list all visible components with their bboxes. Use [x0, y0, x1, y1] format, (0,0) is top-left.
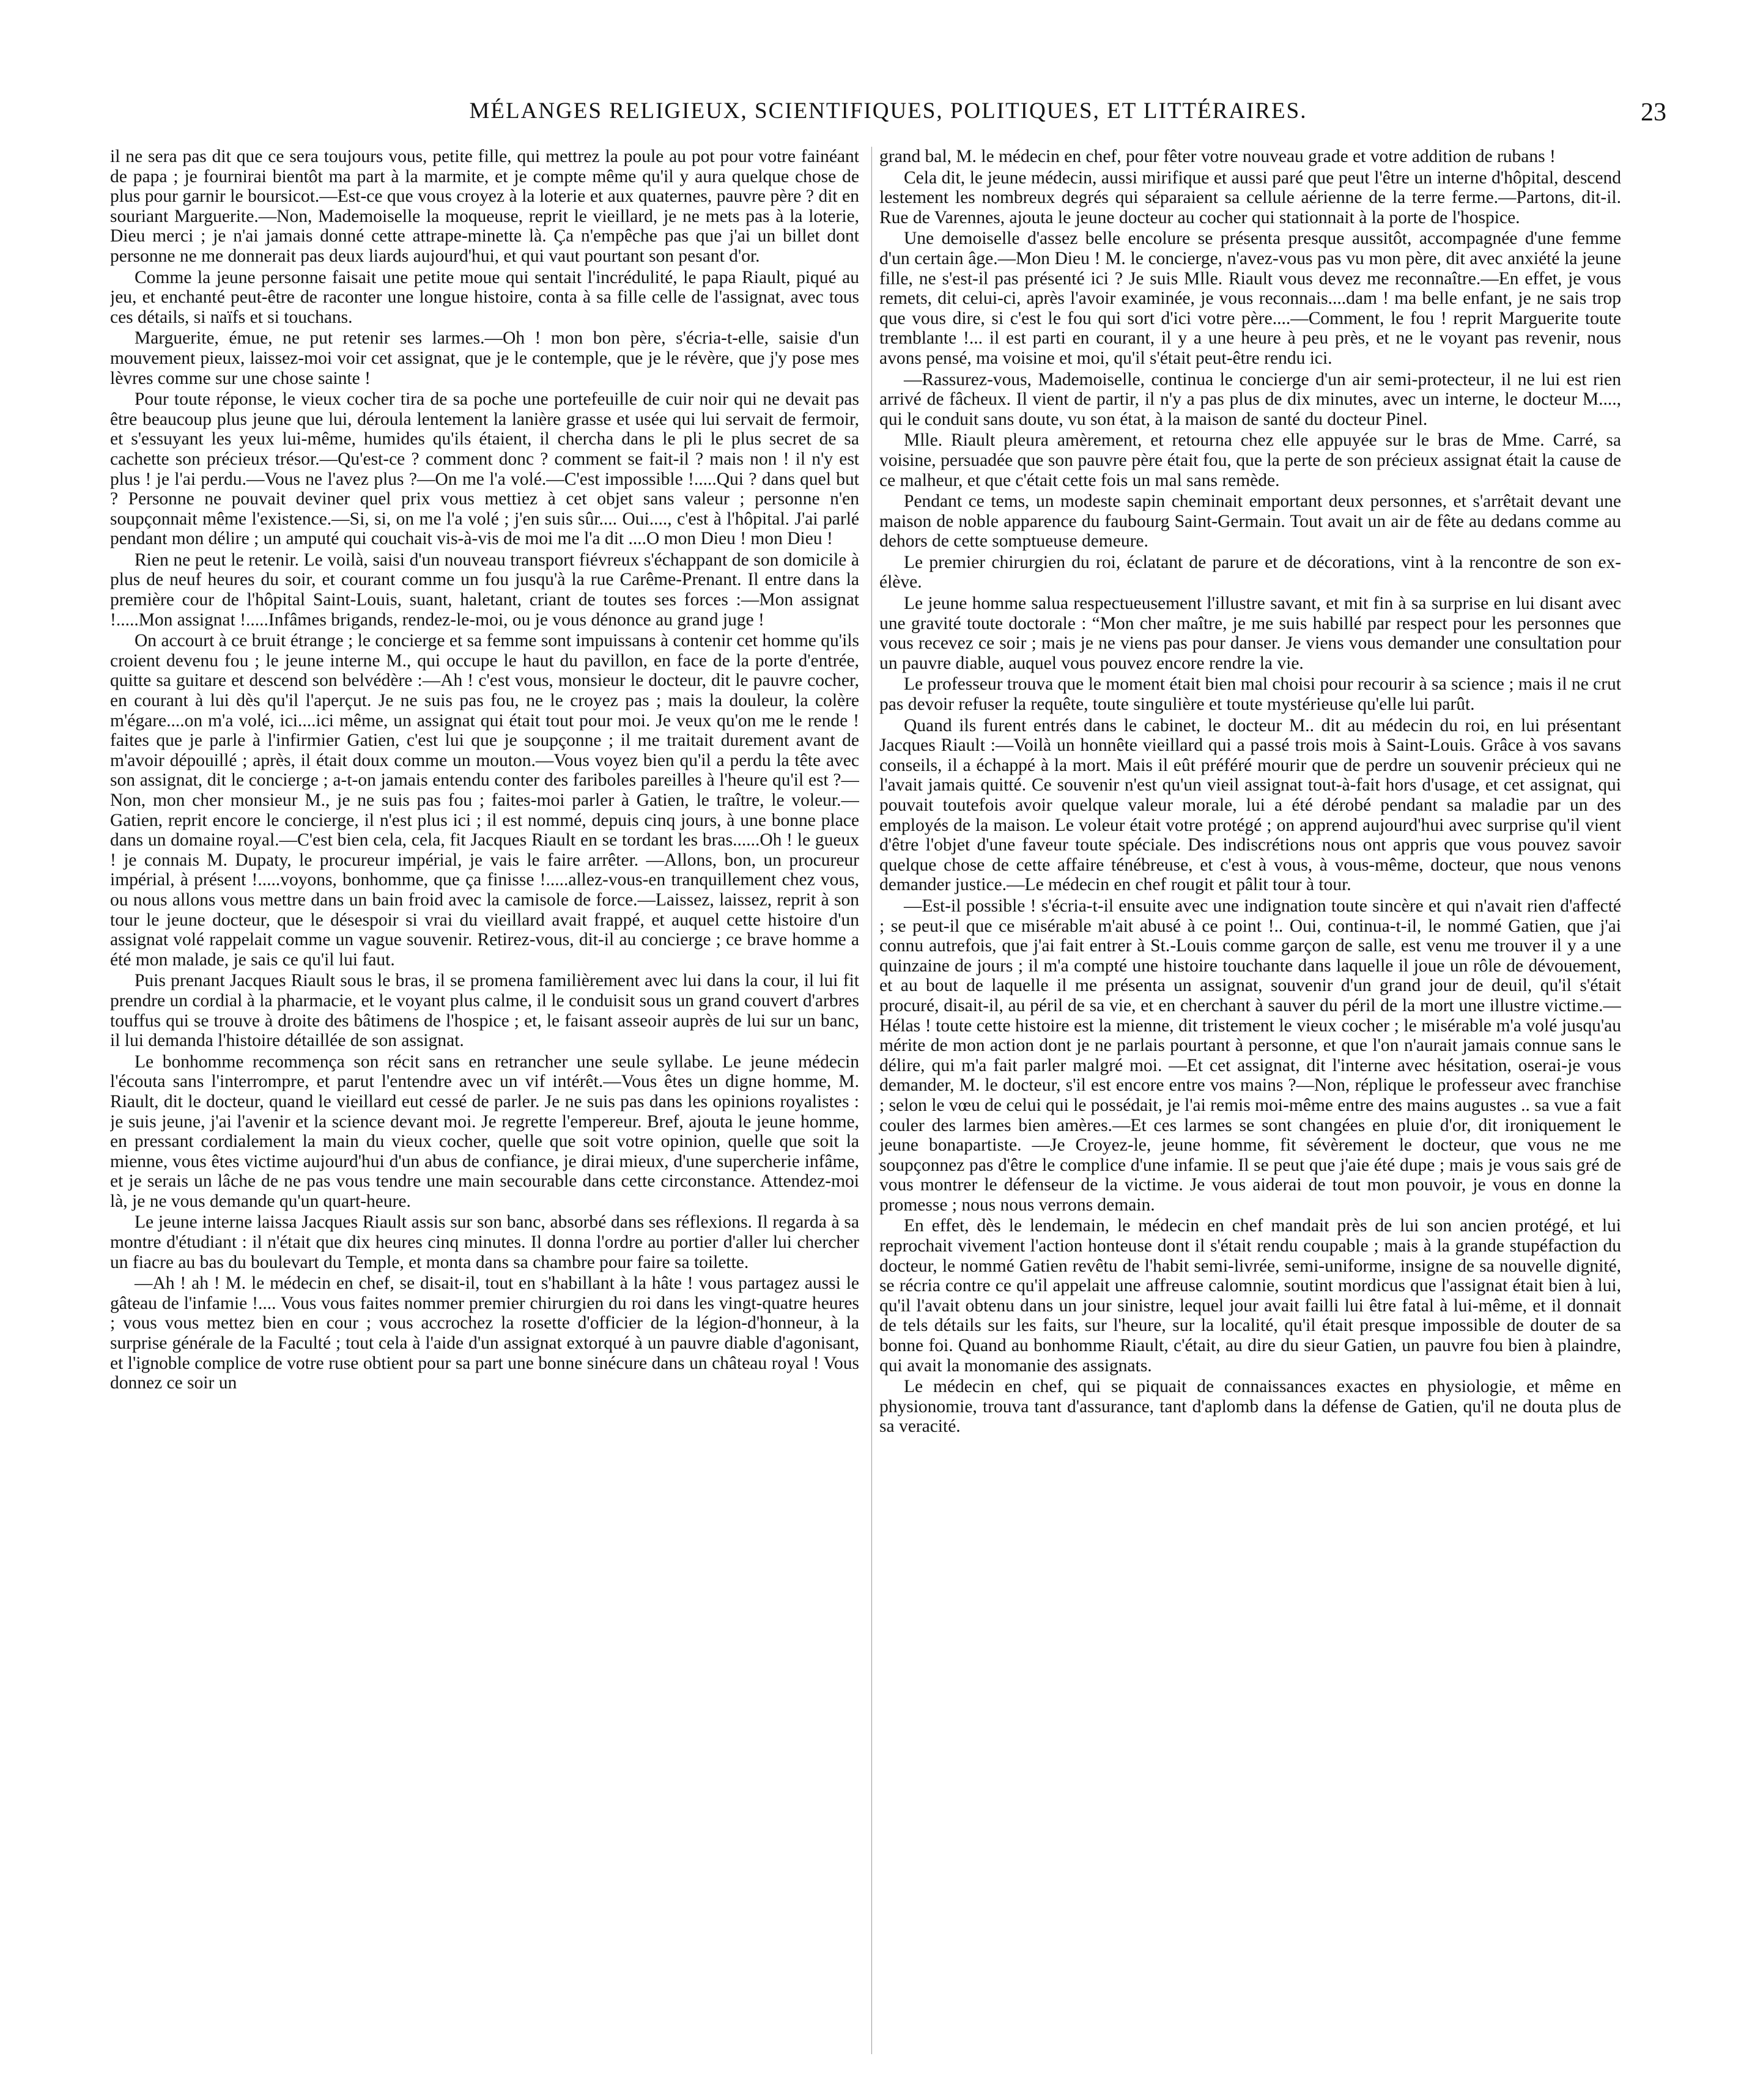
paragraph: Marguerite, émue, ne put retenir ses larmes.—Oh ! mon bon père, s'écria-t-elle, saisie d'un mouvement pieux, laissez-moi voir cet assignat, que je le contemple, que je le révère, que j'y pose mes lèvres comme sur une chose sainte !	[110, 328, 859, 388]
right-column	[871, 147, 1621, 2054]
paragraph: Le médecin en chef, qui se piquait de connaissances exactes en physiologie, et même en physionomie, trouva tant d'assurance, tant d'aplomb dans la défense de Gatien, qu'il ne douta plus de sa veracité.	[879, 1377, 1621, 1437]
paragraph: Le premier chirurgien du roi, éclatant de parure et de décorations, vint à la rencontre de son ex-élève.	[879, 552, 1621, 592]
paragraph: Le jeune homme salua respectueusement l'illustre savant, et mit fin à sa surprise en lui disant avec une gravité toute doctorale : “Mon cher maître, je me suis habillé par respect pour les personnes que vous recevez ce soir ; mais je ne viens pas pour danser. Je viens vous demander une consultation pour un pauvre diable, auquel vous pouvez encore rendre la vie.	[879, 594, 1621, 673]
paragraph: il ne sera pas dit que ce sera toujours vous, petite fille, qui mettrez la poule au pot pour votre fainéant de papa ; je fournirai bientôt ma part à la marmite, et je compte même qu'il y aura quelque chose de plus pour garnir le boursicot.—Est-ce que vous croyez à la loterie et aux quaternes, pauvre père ? dit en souriant Marguerite.—Non, Mademoiselle la moqueuse, reprit le vieillard, je ne mets pas à la loterie, Dieu merci ; je n'ai jamais donné cette attrape-minette là. Ça n'empêche pas que j'ai un billet dont personne ne me donnerait pas deux liards aujourd'hui, et qui vaut pourtant son pesant d'or.	[110, 147, 859, 266]
paragraph: Puis prenant Jacques Riault sous le bras, il se promena familièrement avec lui dans la cour, il lui fit prendre un cordial à la pharmacie, et le voyant plus calme, il le conduisit sous un grand couvert d'arbres touffus qui se trouve à droite des bâtimens de l'hospice ; et, le faisant asseoir auprès de lui sur un banc, il lui demanda l'histoire détaillée de son assignat.	[110, 971, 859, 1051]
paragraph: Quand ils furent entrés dans le cabinet, le docteur M.. dit au médecin du roi, en lui présentant Jacques Riault :—Voilà un honnête vieillard qui a passé trois mois à Saint-Louis. Grâce à vos savans conseils, il a échappé à la mort. Mais il eût préféré mourir que de perdre un souvenir précieux qui ne l'avait jamais quitté. Ce souvenir n'est qu'un vieil assignat tout-à-fait hors d'usage, et cet assignat, qui pouvait toutefois avoir quelque valeur morale, lui a été dérobé pendant sa maladie par un des employés de la maison. Le voleur était votre protégé ; on apprend aujourd'hui avec surprise qu'il vient d'être l'objet d'une faveur toute spéciale. Des indiscrétions nous ont appris que vous pouvez savoir quelque chose de cette affaire ténébreuse, et c'est à vous, à vous-même, docteur, que nous venons demander justice.—Le médecin en chef rougit et pâlit tour à tour.	[879, 715, 1621, 895]
paragraph: Mlle. Riault pleura amèrement, et retourna chez elle appuyée sur le bras de Mme. Carré, sa voisine, persuadée que son pauvre père était fou, que la perte de son précieux assignat était la cause de ce malheur, et que c'était cette fois un mal sans remède.	[879, 430, 1621, 490]
paragraph: —Est-il possible ! s'écria-t-il ensuite avec une indignation toute sincère et qui n'avait rien d'affecté ; se peut-il que ce misérable m'ait abusé à ce point !.. Oui, continua-t-il, le nommé Gatien, que j'ai connu autrefois, que j'ai fait entrer à St.-Louis comme garçon de salle, est venu me trouver il y a une quinzaine de jours ; il m'a compté une histoire touchante dans laquelle il joue un rôle de dévouement, et au bout de laquelle il me présenta un assignat, souvenir d'un grand jour de deuil, qu'il s'était procuré, disait-il, au péril de sa vie, et en cherchant à sauver du péril de la mort une illustre victime.—Hélas ! toute cette histoire est la mienne, dit tristement le vieux cocher ; le misérable m'a volé jusqu'au mérite de mon action dont je ne parlais pourtant à personne, et que l'on n'aurait jamais connue sans le délire, qui m'a fait parler malgré moi. —Et cet assignat, dit l'interne avec hésitation, oserai-je vous demander, M. le docteur, s'il est encore entre vos mains ?—Non, réplique le professeur avec franchise ; selon le vœu de celui qui le possédait, je l'ai remis moi-même entre des mains augustes .. sa vue a fait couler des larmes bien amères.—Et ces larmes se sont changées en pluie d'or, dit ironiquement le jeune bonapartiste. —Je Croyez-le, jeune homme, fit sévèrement le docteur, que vous ne me soupçonnez pas d'être le complice d'une infamie. Il se peut que j'aie été dupe ; mais je vous sais gré de vous montrer le défenseur de la victime. Je vous aiderai de tout mon pouvoir, je vous en donne la promesse ; nous nous verrons demain.	[879, 896, 1621, 1215]
page-header	[110, 98, 1666, 134]
running-title: MÉLANGES RELIGIEUX, SCIENTIFIQUES, POLITIQUES, ET LITTÉRAIRES.	[469, 98, 1307, 123]
paragraph: Le professeur trouva que le moment était bien mal choisi pour recourir à sa science ; mais il ne crut pas devoir refuser la requête, toute singulière et toute mystérieuse qu'elle lui parût.	[879, 674, 1621, 715]
page-number: 23	[1641, 98, 1666, 127]
paragraph: —Rassurez-vous, Mademoiselle, continua le concierge d'un air semi-protecteur, il ne lui est rien arrivé de fâcheux. Il vient de partir, il n'y a pas plus de dix minutes, avec un interne, le docteur M...., qui le conduit sans doute, vu son état, à la maison de santé du docteur Pinel.	[879, 369, 1621, 429]
left-column	[110, 147, 859, 2054]
paragraph: Rien ne peut le retenir. Le voilà, saisi d'un nouveau transport fiévreux s'échappant de son domicile à plus de neuf heures du soir, et courant comme un fou jusqu'à la rue Carême-Prenant. Il entre dans la première cour de l'hôpital Saint-Louis, suant, haletant, criant de toutes ses forces :—Mon assignat !.....Mon assignat !.....Infâmes brigands, rendez-le-moi, ou je vous dénonce au grand juge !	[110, 550, 859, 630]
paragraph: grand bal, M. le médecin en chef, pour fêter votre nouveau grade et votre addition de rubans !	[879, 147, 1556, 166]
paragraph: En effet, dès le lendemain, le médecin en chef mandait près de lui son ancien protégé, et lui reprochait vivement l'action honteuse dont il s'était rendu coupable ; mais à la grande stupéfaction du docteur, le nommé Gatien revêtu de l'habit semi-livrée, semi-uniforme, insigne de sa nouvelle dignité, se récria contre ce qu'il appelait une affreuse calomnie, soutint mordicus que l'assignat était bien à lui, qu'il l'avait obtenu dans un jour sinistre, lequel jour avait failli lui être fatal à lui-même, et il donnait de tels détails sur les faits, sur l'heure, sur la localité, qu'il était presque impossible de douter de sa bonne foi. Quand au bonhomme Riault, c'était, au dire du sieur Gatien, un pauvre fou bien à plaindre, qui avait la monomanie des assignats.	[879, 1216, 1621, 1376]
paragraph: Le bonhomme recommença son récit sans en retrancher une seule syllabe. Le jeune médecin l'écouta sans l'interrompre, et parut l'entendre avec un vif intérêt.—Vous êtes un digne homme, M. Riault, dit le docteur, quand le vieillard eut cessé de parler. Je ne suis pas dans les opinions royalistes : je suis jeune, j'ai l'avenir et la science devant moi. Je regrette l'empereur. Bref, ajouta le jeune homme, en pressant cordialement la main du vieux cocher, quelle que soit votre opinion, quelle que soit la mienne, vous êtes victime aujourd'hui d'un abus de confiance, je dirai mieux, d'une supercherie infâme, et je serais un lâche de ne pas vous tendre une main secourable dans cette circonstance. Attendez-moi là, je ne vous demande qu'un quart-heure.	[110, 1052, 859, 1211]
paragraph: Pour toute réponse, le vieux cocher tira de sa poche une portefeuille de cuir noir qui ne devait pas être beaucoup plus jeune que lui, déroula lentement la lanière grasse et usée qui lui servait de fermoir, et s'essuyant les yeux lui-même, humides qu'ils étaient, il chercha dans le pli le plus secret de sa cachette son précieux trésor.—Qu'est-ce ? comment donc ? comment se fait-il ? mais non ! il n'y est plus ! je l'ai perdu.—Vous ne l'avez plus ?—On me l'a volé.—C'est impossible !.....Qui ? dans quel but ? Personne ne pouvait deviner quel prix vous mettiez à cet objet sans valeur ; personne n'en soupçonnait même l'existence.—Si, si, on me l'a volé ; j'en suis sûr.... Oui...., c'est à l'hôpital. J'ai parlé pendant mon délire ; un amputé qui couchait vis-à-vis de moi me l'a dit ....O mon Dieu ! mon Dieu !	[110, 389, 859, 549]
paragraph: On accourt à ce bruit étrange ; le concierge et sa femme sont impuissans à contenir cet homme qu'ils croient devenu fou ; le jeune interne M., qui occupe le haut du pavillon, en face de la porte d'entrée, quitte sa guitare et descend son belvédère :—Ah ! c'est vous, monsieur le docteur, dit le pauvre cocher, en courant à lui dès qu'il l'aperçut. Je ne suis pas fou, ne le croyez pas ; mais la douleur, la colère m'égare....on m'a volé, ici....ici même, un assignat qui était tout pour moi. Je veux qu'on me le rende ! faites que je parle à l'infirmier Gatien, c'est lui que je soupçonne ; il me traitait durement avant de m'avoir dépouillé ; après, il était doux comme un mouton.—Vous voyez bien qu'il a perdu la tête avec son assignat, dit le concierge ; a-t-on jamais entendu conter des fariboles pareilles à l'heure qu'il est ?—Non, mon cher monsieur M., je ne suis pas fou ; faites-moi parler à Gatien, le traître, le voleur.—Gatien, reprit encore le concierge, il n'est plus ici ; il est nommé, depuis cinq jours, à une bonne place dans un domaine royal.—C'est bien cela, cela, fit Jacques Riault en se tordant les bras......Oh ! le gueux ! je connais M. Dupaty, le procureur impérial, je vais le faire arrêter. —Allons, bon, un procureur impérial, à présent !.....voyons, bonhomme, que ça finisse !.....allez-vous-en tranquillement chez vous, ou nous allons vous mettre dans un bain froid avec la camisole de force.—Laissez, laissez, reprit à son tour le jeune docteur, que le désespoir si vrai du vieillard avait frappé, et auquel cette histoire d'un assignat volé rappelait comme un vague souvenir. Retirez-vous, dit-il au concierge ; ce brave homme a été mon malade, je sais ce qu'il lui faut.	[110, 631, 859, 970]
paragraph: —Ah ! ah ! M. le médecin en chef, se disait-il, tout en s'habillant à la hâte ! vous partagez aussi le gâteau de l'infamie !.... Vous vous faites nommer premier chirurgien du roi dans les vingt-quatre heures ; vous vous mettez bien en cour ; vous accrochez la rosette d'officier de la légion-d'honneur, à la surprise générale de la Faculté ; tout cela à l'aide d'un assignat extorqué à un pauvre diable d'agonisant, et l'ignoble complice de votre ruse obtient pour sa part une bonne sinécure dans un château royal ! Vous donnez ce soir un	[110, 1273, 859, 1393]
paragraph: Pendant ce tems, un modeste sapin cheminait emportant deux personnes, et s'arrêtait devant une maison de noble apparence du faubourg Saint-Germain. Tout avait un air de fête au dedans comme au dehors de cette somptueuse demeure.	[879, 492, 1621, 551]
paragraph: Une demoiselle d'assez belle encolure se présenta presque aussitôt, accompagnée d'une femme d'un certain âge.—Mon Dieu ! M. le concierge, n'avez-vous pas vu mon père, dit avec anxiété la jeune fille, ne s'est-il pas présenté ici ? Je suis Mlle. Riault vous devez me reconnaître.—En effet, je vous remets, dit celui-ci, après l'avoir examinée, je vous reconnais....dam ! ma belle enfant, je ne sais trop que vous dire, si c'est le fou qui sort d'ici votre père....—Comment, le fou ! reprit Marguerite toute tremblante !... il est parti en courant, il y a une heure à peu près, et ne le voyant pas revenir, nous avons pensé, ma voisine et moi, qu'il s'était peut-être rendu ici.	[879, 229, 1621, 368]
paragraph: Comme la jeune personne faisait une petite moue qui sentait l'incrédulité, le papa Riault, piqué au jeu, et enchanté peut-être de raconter une longue histoire, conta à sa fille celle de l'assignat, avec tous ces détails, si naïfs et si touchans.	[110, 267, 859, 327]
paragraph: Cela dit, le jeune médecin, aussi mirifique et aussi paré que peut l'être un interne d'hôpital, descend lestement les nombreux degrés qui séparaient sa cellule aérienne de la terre ferme.—Partons, dit-il. Rue de Varennes, ajouta le jeune docteur au cocher qui stationnait à la porte de l'hospice.	[879, 168, 1621, 227]
paragraph: Le jeune interne laissa Jacques Riault assis sur son banc, absorbé dans ses réflexions. Il regarda à sa montre d'étudiant : il n'était que dix heures cinq minutes. Il donna l'ordre au portier d'aller lui chercher un fiacre au bas du boulevart du Temple, et monta dans sa chambre pour faire sa toilette.	[110, 1212, 859, 1272]
